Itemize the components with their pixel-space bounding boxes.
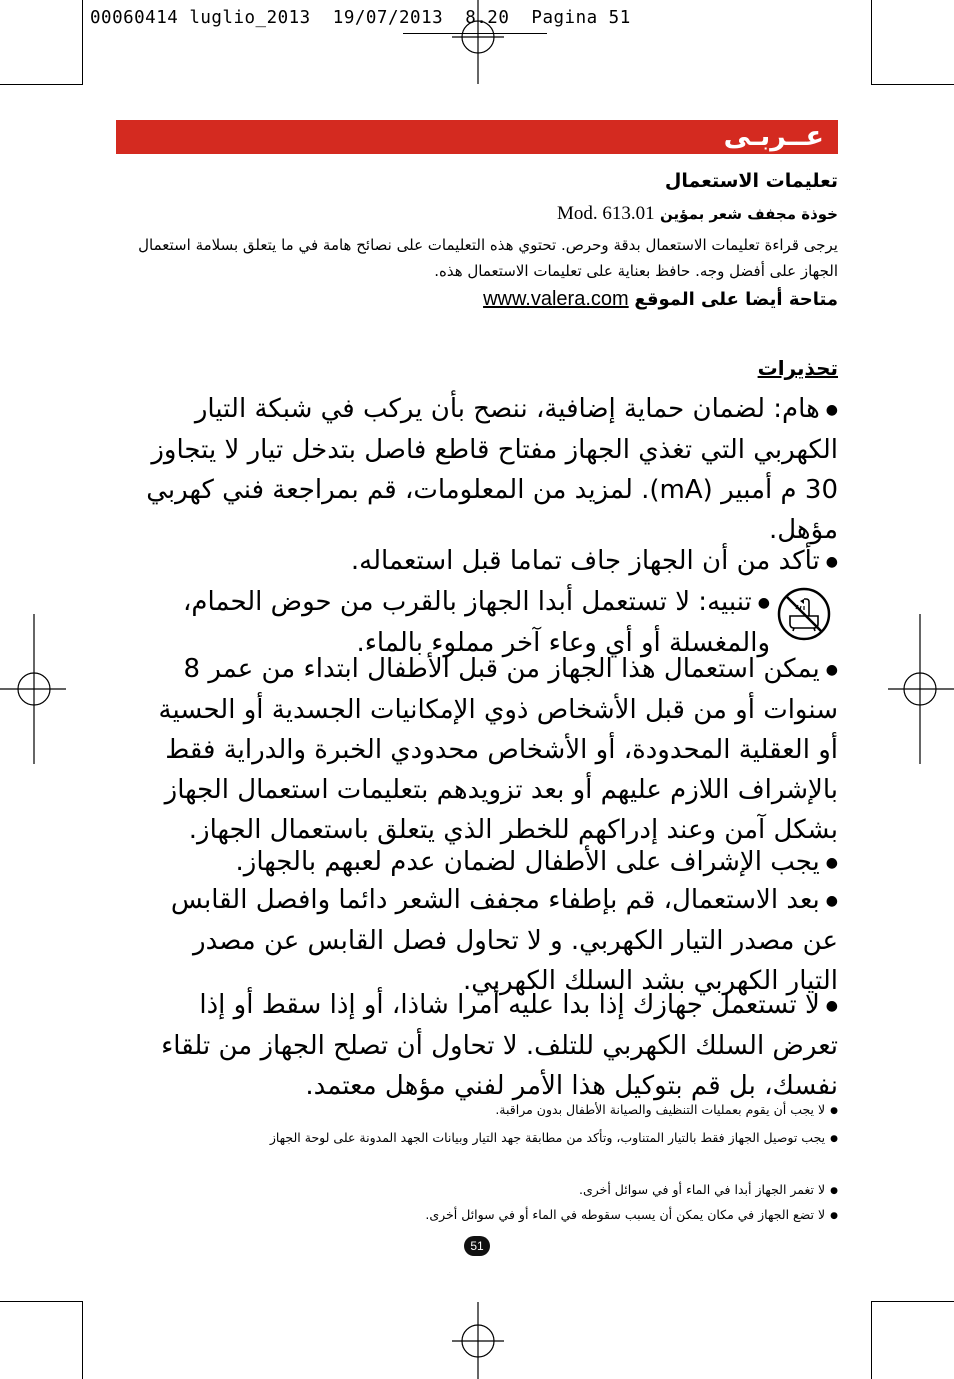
- bullet: ●: [757, 594, 770, 611]
- warning-item: [148, 541, 838, 582]
- small-warning-text: يجب توصيل الجهاز فقط بالتيار المتناوب، وتأكد من مطابقة جهد التيار وبيانات الجهد المدونة على لوحة الجهاز: [269, 1130, 826, 1145]
- warning-text: يمكن استعمال هذا الجهاز من قبل الأطفال ابتداء من عمر 8 سنوات أو من قبل الأشخاص ذوي الإمكانيات الجسدية أو الحسية أو العقلية المحدودة، أو الأشخاص محدودي الخبرة والدراية فقط بالإشراف اللازم عليهم أو بعد تزويدهم بتعليمات استعمال الجهاز بشكل آمن وعند إدراكهم للخطر الذي يتعلق باستعمال الجهاز.: [158, 654, 838, 845]
- crop-mark: [0, 1301, 83, 1302]
- product-name: خوذة مجفف شعر بمؤين: [660, 205, 838, 223]
- instructions-title: تعليمات الاستعمال: [664, 170, 838, 192]
- warning-item: [148, 649, 838, 850]
- registration-mark-bottom: [452, 1302, 504, 1379]
- warning-text: يجب الإشراف على الأطفال لضمان عدم لعبهم بالجهاز.: [235, 847, 820, 877]
- warning-text: لا تستعمل جهازك إذا بدا عليه أمرا شاذا، أو إذا سقط أو إذا تعرض السلك الكهربي للتلف. لا تحاول أن تصلح الجهاز من تلقاء نفسك، بل قم بتوكيل هذا الأمر لفني مؤهل معتمد.: [161, 990, 838, 1101]
- bullet: ●: [825, 892, 838, 909]
- registration-mark-right: [888, 614, 954, 764]
- no-bathtub-warning-icon: [776, 586, 832, 642]
- bullet: ●: [830, 1185, 838, 1196]
- website-line: [483, 288, 838, 311]
- small-warning-text: لا تضع الجهاز في مكان يمكن أن يسبب سقوطه في الماء أو في سوائل أخرى.: [425, 1207, 826, 1222]
- page-number: 51: [464, 1236, 490, 1256]
- small-warning-text: لا يجب أن يقوم بعمليات التنظيف والصيانة الأطفال بدون مراقبة.: [495, 1102, 826, 1117]
- bullet: ●: [825, 401, 838, 418]
- crop-mark: [871, 1301, 872, 1379]
- warning-item: [148, 842, 838, 883]
- warning-item: [148, 880, 838, 1001]
- print-header: 00060414 luglio_2013 19/07/2013 8.20 Pagina 51: [90, 8, 631, 28]
- model-line: [557, 203, 838, 225]
- small-warning-text: لا تغمر الجهاز أبدا في الماء أو في سوائل أخرى.: [578, 1182, 826, 1197]
- bullet: ●: [825, 661, 838, 678]
- crop-mark: [871, 1301, 954, 1302]
- language-tab-bar: [116, 120, 838, 154]
- bullet: ●: [825, 997, 838, 1014]
- bullet: ●: [830, 1105, 838, 1116]
- website-label: متاحة أيضا على الموقع: [634, 289, 838, 310]
- bullet: ●: [830, 1133, 838, 1144]
- warnings-title: تحذيرات: [757, 356, 838, 380]
- warning-text: بعد الاستعمال، قم بإطفاء مجفف الشعر دائما وافصل القابس عن مصدر التيار الكهربي. و لا تحاول فصل القابس عن مصدر التيار الكهربي بشد السلك الكهربي.: [170, 885, 838, 996]
- warning-text: تأكد من أن الجهاز جاف تماما قبل استعماله.: [350, 546, 820, 576]
- model-number: Mod. 613.01: [556, 203, 655, 224]
- small-warning-item: [148, 1126, 838, 1151]
- intro-text: يرجى قراءة تعليمات الاستعمال بدقة وحرص. تحتوي هذه التعليمات على نصائح هامة في ما يتعلق بسلامة استعمال الجهاز على أفضل وجه. حافظ بعناية على تعليمات الاستعمال هذه.: [138, 236, 838, 280]
- registration-mark-left: [0, 614, 66, 764]
- crop-mark: [871, 0, 872, 84]
- bullet: ●: [825, 854, 838, 871]
- warning-item: [148, 985, 838, 1106]
- website-link[interactable]: www.valera.com: [483, 288, 629, 310]
- small-warning-item: [148, 1098, 838, 1123]
- bullet: ●: [825, 553, 838, 570]
- crop-mark: [82, 1301, 83, 1379]
- crop-mark: [871, 84, 954, 85]
- language-tab-label: عــربـى: [723, 121, 824, 152]
- small-warning-item: [148, 1178, 838, 1203]
- crop-mark: [82, 0, 83, 84]
- bullet: ●: [830, 1210, 838, 1221]
- warning-item: [138, 389, 838, 550]
- warning-text: هام: لضمان حماية إضافية، ننصح بأن يركب في شبكة التيار الكهربي التي تغذي الجهاز مفتاح قاطع فاصل بتدخل تيار لا يتجاوز 30 م أمبير (mA). لمزيد من المعلومات، قم بمراجعة فني كهربي مؤهل.: [146, 394, 838, 545]
- warning-text: تنبيه: لا تستعمل أبدا الجهاز بالقرب من حوض الحمام، والمغسلة أو أي وعاء آخر مملوء بالماء.: [183, 587, 770, 658]
- crop-mark: [0, 84, 83, 85]
- small-warning-item: [148, 1203, 838, 1228]
- registration-mark-top: [452, 0, 504, 84]
